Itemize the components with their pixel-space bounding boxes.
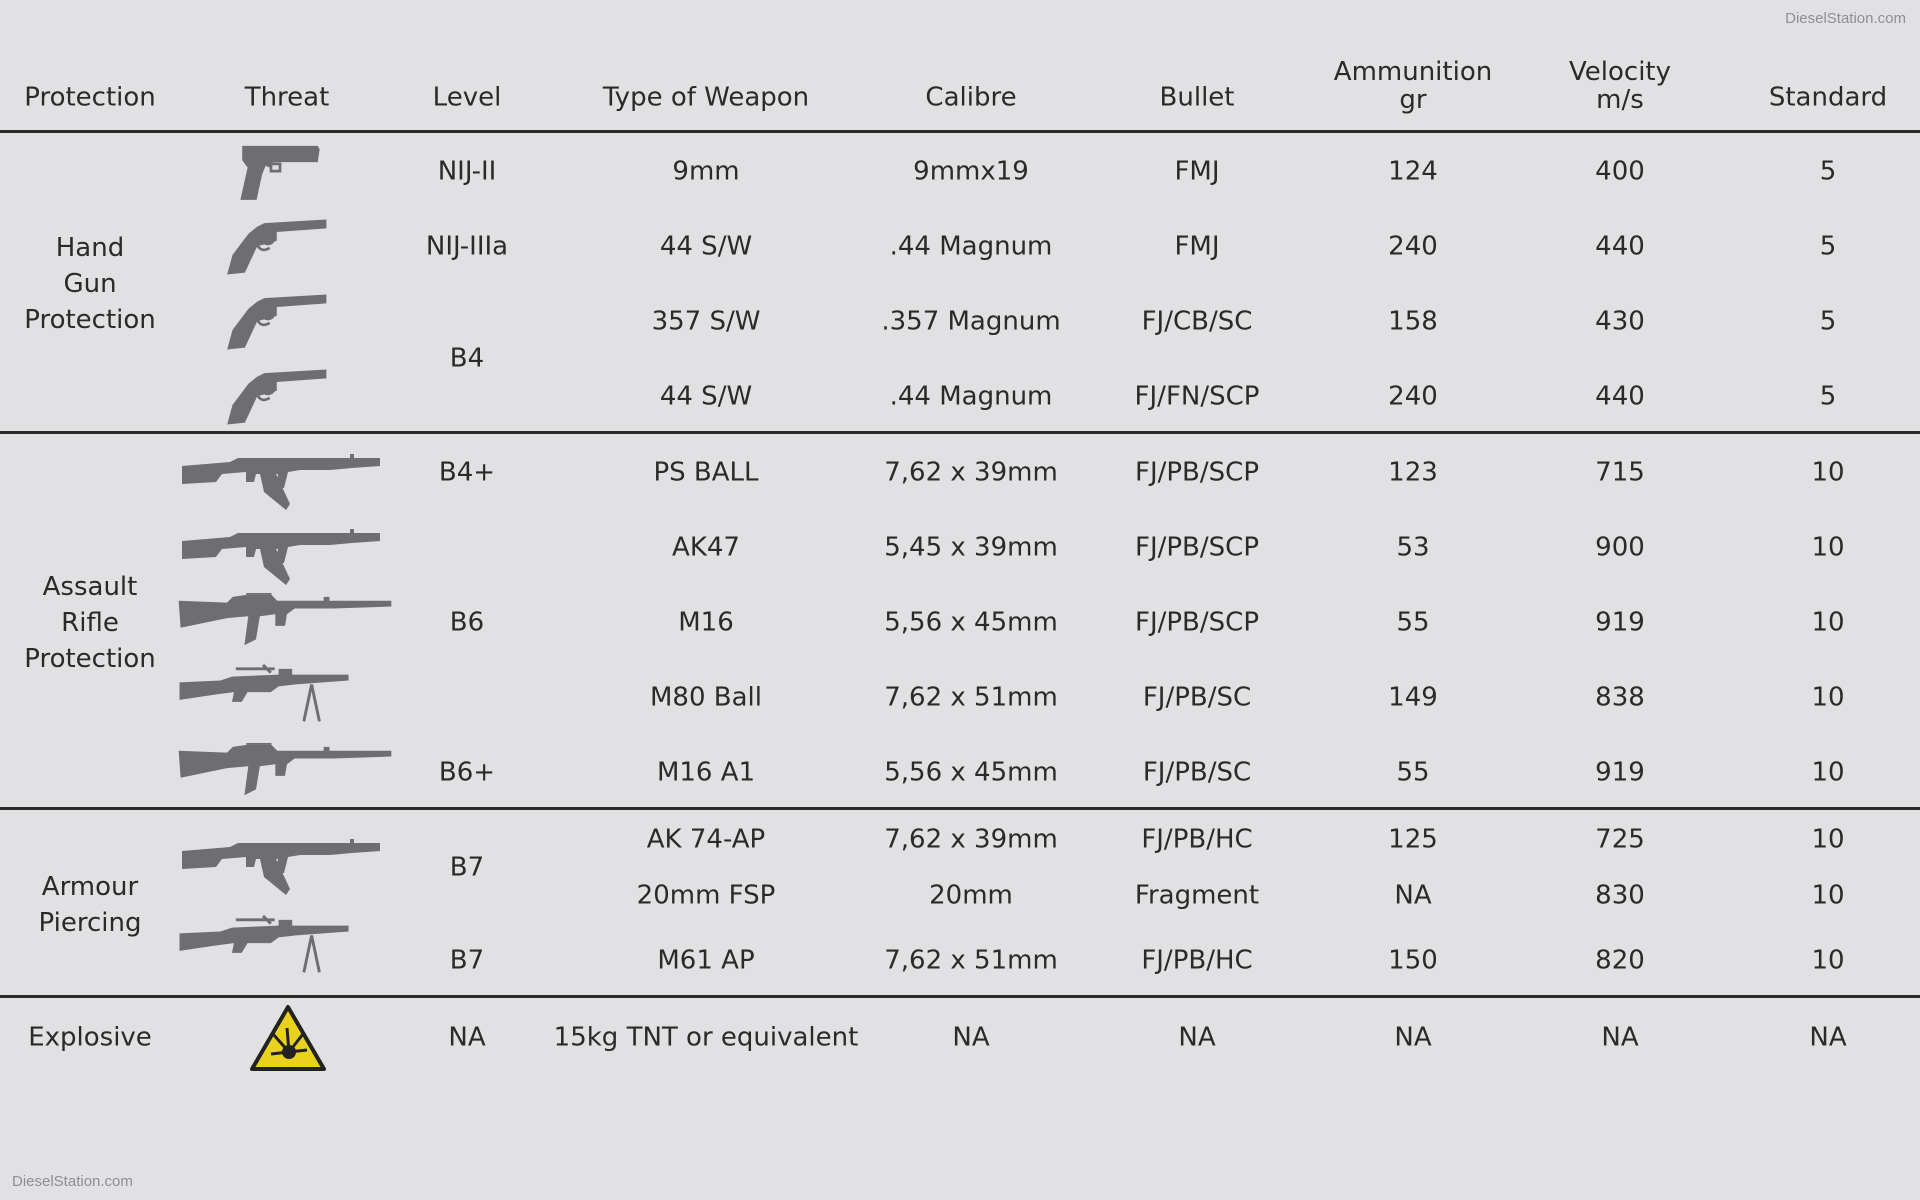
header-ammunition-unit: gr <box>1399 85 1427 115</box>
header-level: Level <box>432 82 502 113</box>
m16-rifle-icon <box>175 743 395 801</box>
type-of-weapon-cell: M80 Ball <box>650 682 762 713</box>
bullet-cell: FJ/PB/HC <box>1141 945 1253 976</box>
ak-rifle-icon <box>180 837 380 897</box>
level-cell: B6+ <box>438 757 496 788</box>
ak-rifle-icon <box>180 527 380 587</box>
velocity-cell: 830 <box>1595 880 1645 911</box>
ammunition-cell: 150 <box>1388 945 1438 976</box>
header-ammunition-label: Ammunition <box>1333 57 1493 87</box>
type-of-weapon-cell: 9mm <box>672 156 740 187</box>
bullet-cell: FJ/PB/SC <box>1142 682 1252 713</box>
type-of-weapon-cell: M16 <box>678 607 734 638</box>
ammunition-cell: NA <box>1394 1022 1432 1053</box>
type-of-weapon-cell: 44 S/W <box>659 381 753 412</box>
velocity-cell: 400 <box>1595 156 1645 187</box>
velocity-cell: 919 <box>1595 757 1645 788</box>
header-threat: Threat <box>244 82 330 113</box>
bullet-cell: FJ/PB/SC <box>1142 757 1252 788</box>
level-cell: NIJ-IIIa <box>425 231 509 262</box>
section-divider <box>0 807 1920 810</box>
velocity-cell: 440 <box>1595 231 1645 262</box>
bullet-cell: FJ/CB/SC <box>1141 306 1253 337</box>
ammunition-cell: 55 <box>1396 757 1430 788</box>
bullet-cell: FJ/PB/HC <box>1141 824 1253 855</box>
group-assault-rifle-protection <box>24 569 156 677</box>
bullet-cell: FJ/PB/SCP <box>1135 457 1259 488</box>
explosive-warning-icon <box>249 1004 327 1072</box>
bullet-cell: FJ/PB/SCP <box>1135 532 1259 563</box>
ammunition-cell: 124 <box>1388 156 1438 187</box>
calibre-cell: 7,62 x 39mm <box>884 824 1058 855</box>
group-label-line: Rifle <box>61 608 119 638</box>
group-label-line: Protection <box>24 644 156 674</box>
calibre-cell: 7,62 x 51mm <box>884 682 1058 713</box>
group-label-line: Piercing <box>38 908 142 938</box>
revolver-icon <box>216 291 334 353</box>
level-cell: B4+ <box>438 457 496 488</box>
watermark-bottom: DieselStation.com <box>12 1173 133 1190</box>
calibre-cell: .357 Magnum <box>881 306 1061 337</box>
group-label-line: Hand <box>55 233 125 263</box>
calibre-cell: 7,62 x 39mm <box>884 457 1058 488</box>
standard-cell: 10 <box>1811 880 1845 911</box>
standard-cell: 10 <box>1811 532 1845 563</box>
level-cell: NA <box>448 1022 486 1053</box>
type-of-weapon-cell: 15kg TNT or equivalent <box>553 1022 859 1053</box>
standard-cell: 10 <box>1811 757 1845 788</box>
level-cell: NIJ-II <box>437 156 497 187</box>
calibre-cell: 20mm <box>929 880 1013 911</box>
level-cell: B7 <box>449 945 485 976</box>
ammunition-cell: 149 <box>1388 682 1438 713</box>
header-velocity <box>1569 58 1671 114</box>
bullet-cell: FMJ <box>1174 231 1220 262</box>
group-label-line: Gun <box>63 269 117 299</box>
calibre-cell: 5,56 x 45mm <box>884 757 1058 788</box>
velocity-cell: 430 <box>1595 306 1645 337</box>
bullet-cell: FMJ <box>1174 156 1220 187</box>
header-standard: Standard <box>1768 82 1888 113</box>
standard-cell: 10 <box>1811 824 1845 855</box>
group-label-line: Assault <box>42 572 138 602</box>
type-of-weapon-cell: 44 S/W <box>659 231 753 262</box>
group-label-line: Armour <box>41 872 139 902</box>
ammunition-cell: 240 <box>1388 381 1438 412</box>
standard-cell: 5 <box>1819 381 1837 412</box>
calibre-cell: .44 Magnum <box>889 381 1053 412</box>
velocity-cell: 900 <box>1595 532 1645 563</box>
ammunition-cell: 158 <box>1388 306 1438 337</box>
m16-rifle-icon <box>175 593 395 651</box>
velocity-cell: 919 <box>1595 607 1645 638</box>
type-of-weapon-cell: PS BALL <box>653 457 759 488</box>
group-label-line: Protection <box>24 305 156 335</box>
group-armour-piercing <box>39 869 142 941</box>
ammunition-cell: 53 <box>1396 532 1430 563</box>
calibre-cell: 5,56 x 45mm <box>884 607 1058 638</box>
header-type-of-weapon: Type of Weapon <box>602 82 810 113</box>
standard-cell: 5 <box>1819 156 1837 187</box>
revolver-icon <box>216 216 334 278</box>
group-hand-gun-protection <box>24 230 156 338</box>
bullet-cell: NA <box>1178 1022 1216 1053</box>
velocity-cell: 440 <box>1595 381 1645 412</box>
calibre-cell: .44 Magnum <box>889 231 1053 262</box>
level-cell: B7 <box>449 852 485 883</box>
pistol-icon <box>235 140 325 204</box>
velocity-cell: 725 <box>1595 824 1645 855</box>
standard-cell: 10 <box>1811 457 1845 488</box>
bullet-cell: FJ/PB/SCP <box>1135 607 1259 638</box>
calibre-cell: 5,45 x 39mm <box>884 532 1058 563</box>
section-divider <box>0 995 1920 998</box>
header-bullet: Bullet <box>1159 82 1235 113</box>
bullet-cell: FJ/FN/SCP <box>1134 381 1260 412</box>
velocity-cell: 715 <box>1595 457 1645 488</box>
ak-rifle-icon <box>180 452 380 512</box>
type-of-weapon-cell: 20mm FSP <box>636 880 776 911</box>
machine-gun-icon <box>177 914 353 982</box>
ammunition-cell: 125 <box>1388 824 1438 855</box>
machine-gun-icon <box>177 663 353 731</box>
header-calibre: Calibre <box>925 82 1017 113</box>
standard-cell: 10 <box>1811 945 1845 976</box>
header-velocity-unit: m/s <box>1596 85 1644 115</box>
type-of-weapon-cell: AK47 <box>672 532 740 563</box>
ammunition-cell: 123 <box>1388 457 1438 488</box>
header-ammunition <box>1334 58 1492 114</box>
velocity-cell: 820 <box>1595 945 1645 976</box>
bullet-cell: Fragment <box>1134 880 1260 911</box>
standard-cell: 10 <box>1811 682 1845 713</box>
level-cell: B6 <box>449 607 485 638</box>
level-cell: B4 <box>449 343 485 374</box>
velocity-cell: 838 <box>1595 682 1645 713</box>
velocity-cell: NA <box>1601 1022 1639 1053</box>
calibre-cell: 9mmx19 <box>913 156 1029 187</box>
watermark-top: DieselStation.com <box>1785 10 1906 27</box>
ammunition-cell: NA <box>1394 880 1432 911</box>
type-of-weapon-cell: AK 74-AP <box>646 824 766 855</box>
revolver-icon <box>216 366 334 428</box>
type-of-weapon-cell: 357 S/W <box>651 306 761 337</box>
calibre-cell: 7,62 x 51mm <box>884 945 1058 976</box>
standard-cell: 5 <box>1819 231 1837 262</box>
type-of-weapon-cell: M16 A1 <box>656 757 756 788</box>
calibre-cell: NA <box>952 1022 990 1053</box>
type-of-weapon-cell: M61 AP <box>657 945 755 976</box>
group-explosive: Explosive <box>28 1022 152 1053</box>
header-rule <box>0 130 1920 133</box>
header-protection: Protection <box>24 82 156 113</box>
standard-cell: 10 <box>1811 607 1845 638</box>
ammunition-cell: 240 <box>1388 231 1438 262</box>
ammunition-cell: 55 <box>1396 607 1430 638</box>
header-velocity-label: Velocity <box>1569 57 1671 87</box>
standard-cell: NA <box>1809 1022 1847 1053</box>
section-divider <box>0 431 1920 434</box>
standard-cell: 5 <box>1819 306 1837 337</box>
